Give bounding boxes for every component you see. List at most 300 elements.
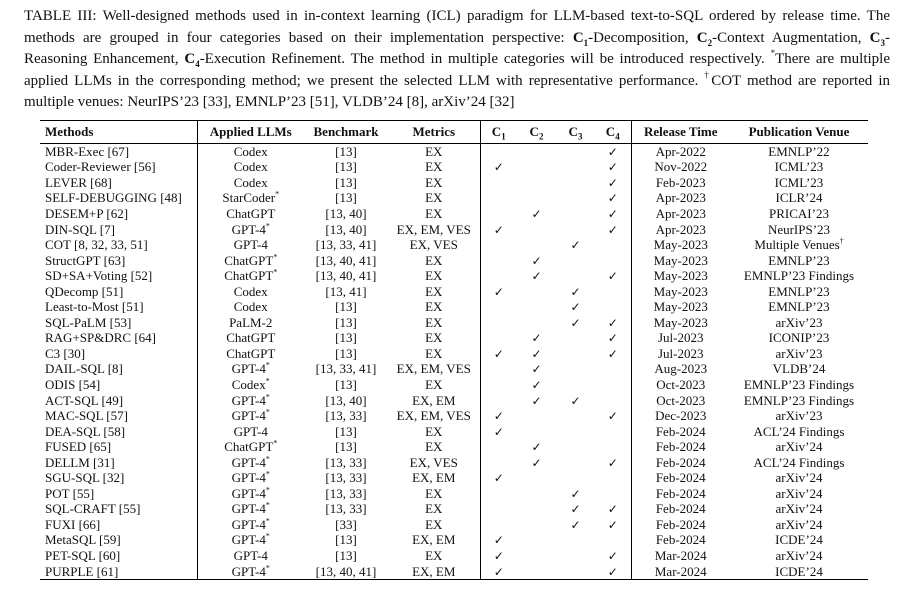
benchmark: [13, 40, 41] <box>315 252 377 268</box>
publication-venue: VLDB’24 <box>772 361 826 377</box>
applied-llm: GPT-4* <box>231 361 270 377</box>
benchmark: [13] <box>335 190 357 206</box>
publication-venue: arXiv’24 <box>775 516 823 532</box>
release-time: Feb-2024 <box>655 423 706 439</box>
c4-check: ✓ <box>595 564 631 580</box>
benchmark: [13] <box>335 174 357 190</box>
c1-check <box>480 502 517 518</box>
c1-check <box>480 206 517 222</box>
metrics: EX <box>388 439 480 455</box>
header-row <box>40 121 868 144</box>
release-time: May-2023 <box>653 283 708 299</box>
llm-star-mark: * <box>265 407 270 417</box>
c2-check: ✓ <box>531 269 542 284</box>
c4-check: ✓ <box>595 408 631 424</box>
c2-check <box>517 175 556 191</box>
metrics: EX <box>388 548 480 564</box>
publication-venue: EMNLP’23 <box>768 283 830 299</box>
metrics: EX <box>388 377 480 393</box>
c3-check <box>556 160 595 176</box>
table-row <box>40 160 868 176</box>
table-row <box>40 564 868 580</box>
release-time: Feb-2024 <box>655 470 706 486</box>
llm-star-mark: * <box>265 392 270 402</box>
table-row <box>40 268 868 284</box>
header-applied-llms: Applied LLMs <box>197 121 304 144</box>
metrics: EX <box>388 315 480 331</box>
method-name: FUSED [65] <box>40 439 197 455</box>
method-name: COT [8, 32, 33, 51] <box>40 237 197 253</box>
method-name: POT [55] <box>40 486 197 502</box>
publication-venue: arXiv’24 <box>775 547 823 563</box>
applied-llm: GPT-4* <box>231 221 270 237</box>
c3-check <box>556 564 595 580</box>
applied-llm: ChatGPT <box>226 345 276 361</box>
applied-llm: Codex <box>233 159 268 175</box>
release-time: Oct-2023 <box>656 376 706 392</box>
llm-star-mark: * <box>273 438 278 448</box>
metrics: EX, EM <box>388 533 480 549</box>
table-row <box>40 299 868 315</box>
release-time: Feb-2024 <box>655 501 706 517</box>
c1-check: ✓ <box>493 533 504 548</box>
table-row <box>40 502 868 518</box>
publication-venue: EMNLP’23 <box>768 252 830 268</box>
benchmark: [13] <box>335 376 357 392</box>
benchmark: [13] <box>335 314 357 330</box>
applied-llm: Codex <box>233 143 268 159</box>
benchmark: [33] <box>335 516 357 532</box>
applied-llm: ChatGPT <box>226 330 276 346</box>
caption-c4: $C_4$ <box>184 51 200 69</box>
c4-check <box>595 253 631 269</box>
method-name: MetaSQL [59] <box>40 533 197 549</box>
method-name: C3 [30] <box>40 346 197 362</box>
metrics: EX <box>388 502 480 518</box>
publication-venue: arXiv’23 <box>775 408 823 424</box>
metrics: EX <box>388 160 480 176</box>
table-row <box>40 191 868 207</box>
benchmark: [13, 40, 41] <box>315 268 377 284</box>
llm-star-mark: * <box>265 516 270 526</box>
c1-check <box>480 517 517 533</box>
c1-check: ✓ <box>480 564 517 580</box>
c1-check <box>480 175 517 191</box>
c4-check <box>595 533 631 549</box>
applied-llm: GPT-4* <box>231 407 270 424</box>
method-name: DIN-SQL [7] <box>40 222 197 238</box>
applied-llm: PaLM-2 <box>229 314 273 330</box>
table-row <box>40 439 868 455</box>
applied-llm: GPT-4* <box>231 469 270 486</box>
metrics: EX <box>388 299 480 315</box>
c2-check <box>517 424 556 440</box>
c3-check <box>556 439 595 455</box>
benchmark: [13, 33, 41] <box>315 361 377 377</box>
c4-check <box>595 393 631 409</box>
benchmark: [13, 40] <box>325 205 367 221</box>
applied-llm: GPT-4* <box>231 532 270 548</box>
table-row <box>40 517 868 533</box>
metrics: EX <box>388 517 480 533</box>
c2-check: ✓ <box>531 362 542 377</box>
release-time: May-2023 <box>653 237 708 253</box>
c1-check <box>480 455 517 471</box>
metrics: EX <box>388 424 480 440</box>
method-name: MBR-Exec [67] <box>40 144 197 160</box>
c3-check: ✓ <box>570 284 581 299</box>
header-c3: $C_3$ <box>556 121 595 144</box>
caption-text-intro: Well-designed methods used in in-context learning (ICL) paradigm for LLM-based text-to-SQL ordered by release time. The methods are grouped in four categories based on their implementation perspective: <box>24 8 890 46</box>
applied-llm: Codex <box>233 283 268 299</box>
method-name: PET-SQL [60] <box>40 548 197 564</box>
table-row <box>40 331 868 347</box>
c3-check: ✓ <box>570 517 581 532</box>
benchmark: [13, 33] <box>325 485 367 501</box>
release-time: Apr-2023 <box>655 205 706 221</box>
c2-check <box>517 315 556 331</box>
c3-check <box>556 268 595 284</box>
table-row <box>40 408 868 424</box>
release-time: Apr-2023 <box>655 221 706 237</box>
applied-llm: GPT-4 <box>233 423 268 439</box>
method-name: DESEM+P [62] <box>40 206 197 222</box>
table-row <box>40 362 868 378</box>
c2-check: ✓ <box>531 206 542 221</box>
metrics: EX, EM, VES <box>388 362 480 378</box>
c4-check <box>595 439 631 455</box>
c1-check <box>480 362 517 378</box>
caption-c2-text: -Context Augmentation, <box>712 29 870 46</box>
applied-llm: GPT-4* <box>231 501 270 517</box>
table-row <box>40 284 868 300</box>
c4-check: ✓ <box>595 175 631 191</box>
c1-check <box>480 237 517 253</box>
publication-venue: EMNLP’23 <box>768 299 830 315</box>
c4-check: ✓ <box>595 315 631 331</box>
c2-check <box>517 517 556 533</box>
release-time: Feb-2024 <box>655 439 706 455</box>
release-time: Feb-2024 <box>655 532 706 548</box>
method-name: ODIS [54] <box>40 377 197 393</box>
c2-check <box>517 564 556 580</box>
caption-c1-text: -Decomposition, <box>588 29 697 46</box>
c3-check <box>556 222 595 238</box>
c3-check <box>556 455 595 471</box>
c2-check: ✓ <box>531 377 542 392</box>
applied-llm: GPT-4* <box>197 564 304 580</box>
publication-venue: ICDE’24 <box>775 532 823 548</box>
c3-check <box>556 470 595 486</box>
applied-llm: ChatGPT* <box>224 267 278 284</box>
caption-c3-text: -Reasoning Enhancement, <box>24 29 891 67</box>
c1-check: ✓ <box>493 346 504 361</box>
c3-check: ✓ <box>570 393 581 408</box>
table-row <box>40 237 868 253</box>
methods-table <box>40 120 868 580</box>
publication-venue: ACL’24 Findings <box>753 423 845 439</box>
publication-venue: ICLR’24 <box>775 190 823 206</box>
caption-star-text: There are multiple applied LLMs in the corresponding method; we present the selected LLM with representative performance. <box>24 51 890 89</box>
publication-venue: arXiv’24 <box>775 470 823 486</box>
c4-check <box>595 362 631 378</box>
c3-check: ✓ <box>570 315 581 330</box>
benchmark: [13] <box>335 345 357 361</box>
release-time: Feb-2024 <box>655 485 706 501</box>
table-caption <box>24 6 890 114</box>
applied-llm: ChatGPT* <box>224 438 278 455</box>
c1-check <box>480 191 517 207</box>
c1-check <box>480 377 517 393</box>
c2-check <box>517 284 556 300</box>
method-name: SELF-DEBUGGING [48] <box>40 191 197 207</box>
c3-check <box>556 362 595 378</box>
c2-check <box>517 486 556 502</box>
table-row <box>40 470 868 486</box>
caption-c3: $C_3$ <box>869 29 886 48</box>
c2-check <box>517 160 556 176</box>
benchmark: [13] <box>335 299 357 315</box>
benchmark: [13, 40, 41] <box>304 564 388 580</box>
table-row <box>40 144 868 160</box>
c3-check <box>556 346 595 362</box>
applied-llm: GPT-4* <box>231 516 270 532</box>
c1-check <box>480 144 517 160</box>
c2-check <box>517 533 556 549</box>
table-row <box>40 455 868 471</box>
c2-check <box>517 191 556 207</box>
publication-venue: ICML’23 <box>774 174 824 190</box>
c2-check: ✓ <box>531 253 542 268</box>
release-time: Nov-2022 <box>654 159 708 175</box>
c1-check: ✓ <box>493 160 504 175</box>
metrics: EX <box>388 284 480 300</box>
table-body <box>40 144 868 580</box>
applied-llm: GPT-4* <box>231 454 270 470</box>
applied-llm: GPT-4* <box>231 392 270 408</box>
header-c4: $C_4$ <box>595 121 631 144</box>
applied-llm: Codex <box>233 174 268 190</box>
c2-check <box>517 548 556 564</box>
publication-venue: ICONIP’23 <box>768 330 830 346</box>
metrics: EX <box>388 268 480 284</box>
applied-llm: Codex <box>233 299 268 315</box>
release-time: Aug-2023 <box>654 361 708 377</box>
c4-check <box>595 237 631 253</box>
method-name: StructGPT [63] <box>40 253 197 269</box>
llm-star-mark: * <box>265 376 270 386</box>
c3-check <box>556 191 595 207</box>
c2-check: ✓ <box>531 346 542 361</box>
c3-check <box>556 408 595 424</box>
table-row <box>40 424 868 440</box>
publication-venue: ACL’24 Findings <box>753 454 845 470</box>
c3-check: ✓ <box>570 486 581 501</box>
c3-check <box>556 206 595 222</box>
c4-check: ✓ <box>595 144 631 160</box>
benchmark: [13, 40] <box>325 392 367 408</box>
publication-venue: arXiv’23 <box>775 345 823 361</box>
table-row <box>40 206 868 222</box>
c2-check: ✓ <box>531 455 542 470</box>
c4-check: ✓ <box>595 222 631 238</box>
c2-check <box>517 470 556 486</box>
method-name: DELLM [31] <box>40 455 197 471</box>
c4-check <box>595 424 631 440</box>
applied-llm: GPT-4 <box>233 237 268 253</box>
c1-check: ✓ <box>493 284 504 299</box>
c1-check <box>480 299 517 315</box>
release-time: Feb-2024 <box>655 516 706 532</box>
c4-check: ✓ <box>595 346 631 362</box>
metrics: EX <box>388 175 480 191</box>
publication-venue: PRICAI’23 <box>769 205 829 221</box>
c4-check: ✓ <box>595 191 631 207</box>
benchmark: [13] <box>335 159 357 175</box>
metrics: EX <box>388 191 480 207</box>
c3-check: ✓ <box>570 502 581 517</box>
caption-dagger-text: COT method are reported in multiple venues: NeurIPS’23 [33], EMNLP’23 [51], VLDB’24 [8], arXiv’24 [32] <box>24 72 890 110</box>
caption-label: TABLE III: <box>24 8 97 24</box>
table-row <box>40 377 868 393</box>
llm-star-mark: * <box>265 485 270 495</box>
method-name: Least-to-Most [51] <box>40 299 197 315</box>
table-row <box>40 393 868 409</box>
metrics: EX <box>388 331 480 347</box>
method-name: QDecomp [51] <box>40 284 197 300</box>
release-time: May-2023 <box>653 299 708 315</box>
applied-llm: ChatGPT <box>226 205 276 221</box>
table-row <box>40 548 868 564</box>
benchmark: [13] <box>335 439 357 455</box>
c4-check <box>595 299 631 315</box>
c1-check <box>480 393 517 409</box>
method-name: LEVER [68] <box>40 175 197 191</box>
method-name: SD+SA+Voting [52] <box>40 268 197 284</box>
release-time: Feb-2024 <box>655 454 706 470</box>
caption-star: * <box>770 48 776 58</box>
metrics: EX <box>388 253 480 269</box>
publication-venue: arXiv’24 <box>775 439 823 455</box>
c3-check <box>556 331 595 347</box>
table-row <box>40 222 868 238</box>
llm-star-mark: * <box>275 190 280 200</box>
method-name: MAC-SQL [57] <box>40 408 197 424</box>
caption-c1: $C_1$ <box>572 29 589 48</box>
c3-check: ✓ <box>570 238 581 253</box>
llm-star-mark: * <box>265 454 270 464</box>
c1-check <box>480 253 517 269</box>
release-time: May-2023 <box>653 268 708 284</box>
c4-check: ✓ <box>595 502 631 518</box>
c2-check: ✓ <box>531 331 542 346</box>
benchmark: [13] <box>335 547 357 563</box>
metrics: EX, EM <box>388 393 480 409</box>
c4-check <box>595 284 631 300</box>
method-name: RAG+SP&DRC [64] <box>40 331 197 347</box>
llm-star-mark: * <box>273 252 278 262</box>
c2-check <box>517 144 556 160</box>
method-name: DEA-SQL [58] <box>40 424 197 440</box>
method-name: SQL-PaLM [53] <box>40 315 197 331</box>
applied-llm: ChatGPT* <box>224 252 278 268</box>
metrics: EX <box>388 346 480 362</box>
table-row <box>40 175 868 191</box>
c3-check <box>556 548 595 564</box>
c3-check: ✓ <box>570 300 581 315</box>
benchmark: [13, 33] <box>325 501 367 517</box>
c4-check <box>595 377 631 393</box>
c3-check <box>556 377 595 393</box>
c2-check <box>517 502 556 518</box>
c4-check: ✓ <box>595 455 631 471</box>
publication-venue: EMNLP’22 <box>768 143 830 159</box>
venue-dagger-mark: † <box>839 236 844 246</box>
c1-check: ✓ <box>493 409 504 424</box>
c3-check <box>556 533 595 549</box>
method-name: SGU-SQL [32] <box>40 470 197 486</box>
header-release-time: Release Time <box>631 121 730 144</box>
release-time: May-2023 <box>653 314 708 330</box>
publication-venue: arXiv’24 <box>775 501 823 517</box>
method-name: SQL-CRAFT [55] <box>40 502 197 518</box>
publication-venue: EMNLP’23 Findings <box>743 376 855 392</box>
llm-star-mark: * <box>265 501 270 511</box>
publication-venue: arXiv’23 <box>775 314 823 330</box>
table-row <box>40 486 868 502</box>
benchmark: [13] <box>335 532 357 548</box>
table-row <box>40 315 868 331</box>
metrics: EX <box>388 206 480 222</box>
c1-check: ✓ <box>493 424 504 439</box>
release-time: Apr-2022 <box>655 143 706 159</box>
applied-llm: StarCoder* <box>222 190 280 206</box>
metrics: EX, EM <box>388 470 480 486</box>
metrics: EX, VES <box>388 455 480 471</box>
llm-star-mark: * <box>265 221 270 231</box>
c2-check: ✓ <box>531 393 542 408</box>
header-methods: Methods <box>40 121 197 144</box>
table-row <box>40 533 868 549</box>
c4-check <box>595 486 631 502</box>
c1-check <box>480 331 517 347</box>
metrics: EX, VES <box>388 237 480 253</box>
caption-c2: $C_2$ <box>696 29 713 48</box>
c4-check: ✓ <box>595 268 631 284</box>
llm-star-mark: * <box>265 563 270 573</box>
c4-check <box>595 470 631 486</box>
header-benchmark: Benchmark <box>304 121 388 144</box>
caption-c4-text: -Execution Refinement. The method in multiple categories will be introduced respectively. <box>199 51 771 67</box>
c4-check: ✓ <box>595 206 631 222</box>
c1-check <box>480 486 517 502</box>
llm-star-mark: * <box>265 532 270 542</box>
publication-venue: EMNLP’23 Findings <box>743 392 855 408</box>
benchmark: [13] <box>335 143 357 159</box>
metrics: EX, EM, VES <box>388 222 480 238</box>
publication-venue: Multiple Venues† <box>754 236 844 253</box>
method-name: DAIL-SQL [8] <box>40 362 197 378</box>
c4-check: ✓ <box>595 548 631 564</box>
applied-llm: GPT-4* <box>231 485 270 501</box>
release-time: Jul-2023 <box>658 345 704 361</box>
header-metrics: Metrics <box>388 121 480 144</box>
c4-check: ✓ <box>595 331 631 347</box>
publication-venue: EMNLP’23 Findings <box>743 268 855 284</box>
benchmark: [13] <box>335 423 357 439</box>
method-name: FUXI [66] <box>40 517 197 533</box>
c3-check <box>556 144 595 160</box>
